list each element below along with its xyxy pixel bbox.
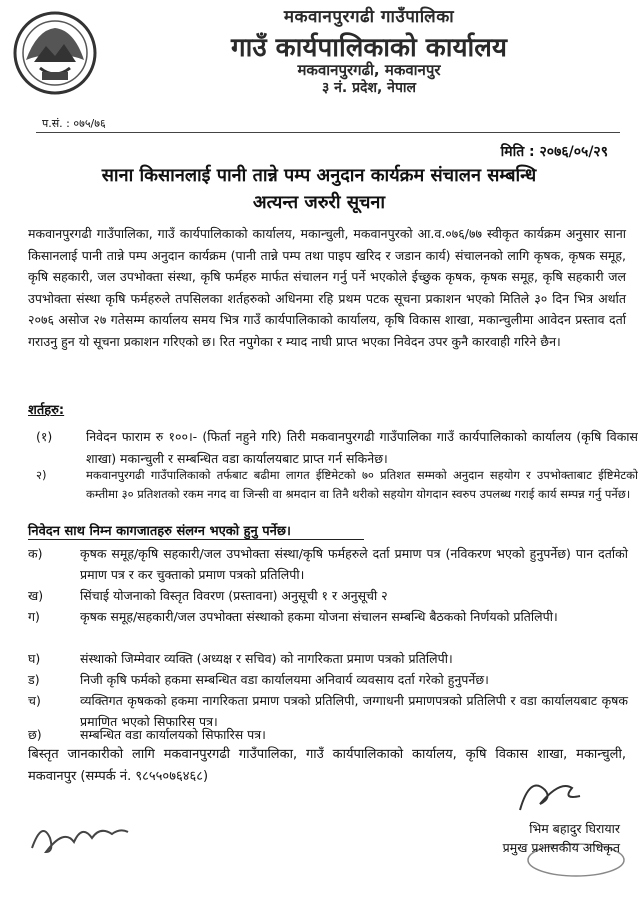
conditions-heading: शर्तहरु: bbox=[28, 403, 65, 418]
document-label: क) bbox=[28, 546, 43, 561]
document-label: ड) bbox=[28, 672, 40, 687]
letterhead-municipality: मकवानपुरगढी गाउँपालिका bbox=[283, 7, 455, 27]
signatory-title: प्रमुख प्रशासकीय अधिकृत bbox=[502, 840, 620, 855]
notice-subtitle: अत्यन्त जरुरी सूचना bbox=[252, 192, 386, 213]
document-label: छ) bbox=[28, 727, 42, 742]
document-text: व्यक्तिगत कृषकको हकमा नागरिकता प्रमाण पत्रको प्रतिलिपी, जग्गाधनी प्रमाणपत्रको प्रतिलिपी र वडा कार्यालयबाट कृषक प्रमाणित भएको सिफारिस पत्र। bbox=[80, 693, 628, 729]
contact-info: बिस्तृत जानकारीको लागि मकवानपुरगढी गाउँपालिका, गाउँ कार्यपालिकाको कार्यालय, कृषि विकास शाखा, मकान्चुली, मकवानपुर (सम्पर्क नं. ९८५५०७६४६८) bbox=[28, 747, 626, 784]
signature-mark bbox=[500, 770, 590, 820]
condition-text: मकवानपुरगढी गाउँपालिकाको तर्फबाट बढीमा लागत ईष्टिमेटको ७० प्रतिशत सम्मको अनुदान सहयोग र उपभोक्ताबाट ईष्टिमेटको कम्तीमा ३० प्रतिशतको रकम नगद वा जिन्सी वा श्रमदान वा तिनै थरीको सहयोग योगदान स्वरुप उपलब्ध गराई कार्य सम्पन्न गर्नु पर्नेछ। bbox=[86, 468, 638, 501]
documents-heading: निवेदन साथ निम्न कागजातहरु संलग्न भएको हुनु पर्नेछ। bbox=[28, 524, 291, 539]
header-divider bbox=[36, 132, 620, 133]
letterhead-address: मकवानपुरगढी, मकवानपुर bbox=[297, 61, 441, 79]
document-text: संस्थाको जिम्मेवार व्यक्ति (अध्यक्ष र सचिव) को नागरिकता प्रमाण पत्रको प्रतिलिपी। bbox=[80, 651, 453, 666]
document-text: निजी कृषि फर्मको हकमा सम्बन्धित वडा कार्यालयमा अनिवार्य व्यवसाय दर्ता गरेको हुनुपर्नेछ। bbox=[80, 672, 489, 687]
notice-date: मिति : २०७६/०५/२९ bbox=[500, 144, 608, 160]
condition-label: २) bbox=[36, 468, 47, 482]
document-label: ग) bbox=[28, 609, 40, 624]
notice-body: मकवानपुरगढी गाउँपालिका, गाउँ कार्यपालिकाको कार्यालय, मकान्चुली, मकवानपुरको आ.व.०७६/७७ स्वीकृत कार्यक्रम अनुसार साना किसानलाई पानी तान्ने पम्प अनुदान कार्यक्रम (पानी तान्ने पम्प तथा पाइप खरिद र जडान कार्य) संचालनको लागि कृषक, कृषक समूह, कृषि सहकारी, जल उपभोक्ता संस्था, कृषि फर्महरु मार्फत संचालन गर्नु पर्ने भएकोले ईच्छुक कृषक, कृषक समूह, कृषि सहकारी जल उपभोक्ता संस्था कृषि फर्महरुले तपसिलका शर्तहरुको अधिनमा रहि प्रथम पटक सूचना प्रकाशन भएको मितिले ३० दिन भित्र अर्थात २०७६ असोज २७ गतेसम्म कार्यालय समय भित्र गाउँ कार्यपालिकाको कार्यालय, कृषि विकास शाखा, मकान्चुलीमा आवेदन प्रस्ताव दर्ता गराउनु हुन यो सूचना प्रकाशन गरिएको छ। रित नपुगेका र म्याद नाघी प्राप्त भएका निवेदन उपर कुनै कारवाही गरिने छैन। bbox=[28, 226, 626, 349]
document-text: सम्बन्धित वडा कार्यालयको सिफारिस पत्र। bbox=[80, 727, 266, 742]
document-text: कृषक समूह/सहकारी/जल उपभोक्ता संस्थाको हकमा योजना संचालन सम्बन्धि बैठकको निर्णयको प्रतिलिपी। bbox=[80, 609, 558, 624]
document-label: ख) bbox=[28, 588, 44, 603]
condition-label: (१) bbox=[36, 429, 53, 444]
document-text: सिंचाई योजनाको विस्तृत विवरण (प्रस्तावना) अनुसूची १ र अनुसूची २ bbox=[80, 588, 388, 603]
nepal-emblem-icon bbox=[12, 10, 98, 96]
signatory-name: भिम बहादुर घिरायार bbox=[529, 821, 620, 836]
documents-heading-underline bbox=[28, 539, 364, 540]
reference-number: प.सं. : ०७५/७६ bbox=[42, 117, 106, 130]
document-label: च) bbox=[28, 693, 41, 708]
document-label: घ) bbox=[28, 651, 41, 666]
condition-text: निवेदन फाराम रु १००।- (फिर्ता नहुने गरि) तिरी मकवानपुरगढी गाउँपालिका गाउँ कार्यपालिकाको कार्यालय (कृषि विकास शाखा) मकान्चुली र सम्बन्धित वडा कार्यालयबाट प्राप्त गर्न सकिनेछ। bbox=[86, 429, 638, 466]
notice-title: साना किसानलाई पानी तान्ने पम्प अनुदान कार्यक्रम संचालन सम्बन्धि bbox=[101, 165, 537, 186]
handwritten-initials bbox=[24, 808, 134, 868]
letterhead-province: ३ नं. प्रदेश, नेपाल bbox=[321, 80, 417, 96]
letterhead-office: गाउँ कार्यपालिकाको कार्यालय bbox=[231, 33, 507, 63]
document-text: कृषक समूह/कृषि सहकारी/जल उपभोक्ता संस्था/कृषि फर्महरुले दर्ता प्रमाण पत्र (नविकरण भएको हुनुपर्नेछ) पान दर्ताको प्रमाण पत्र र कर चुक्ताको प्रमाण पत्रको प्रतिलिपी। bbox=[80, 546, 628, 582]
